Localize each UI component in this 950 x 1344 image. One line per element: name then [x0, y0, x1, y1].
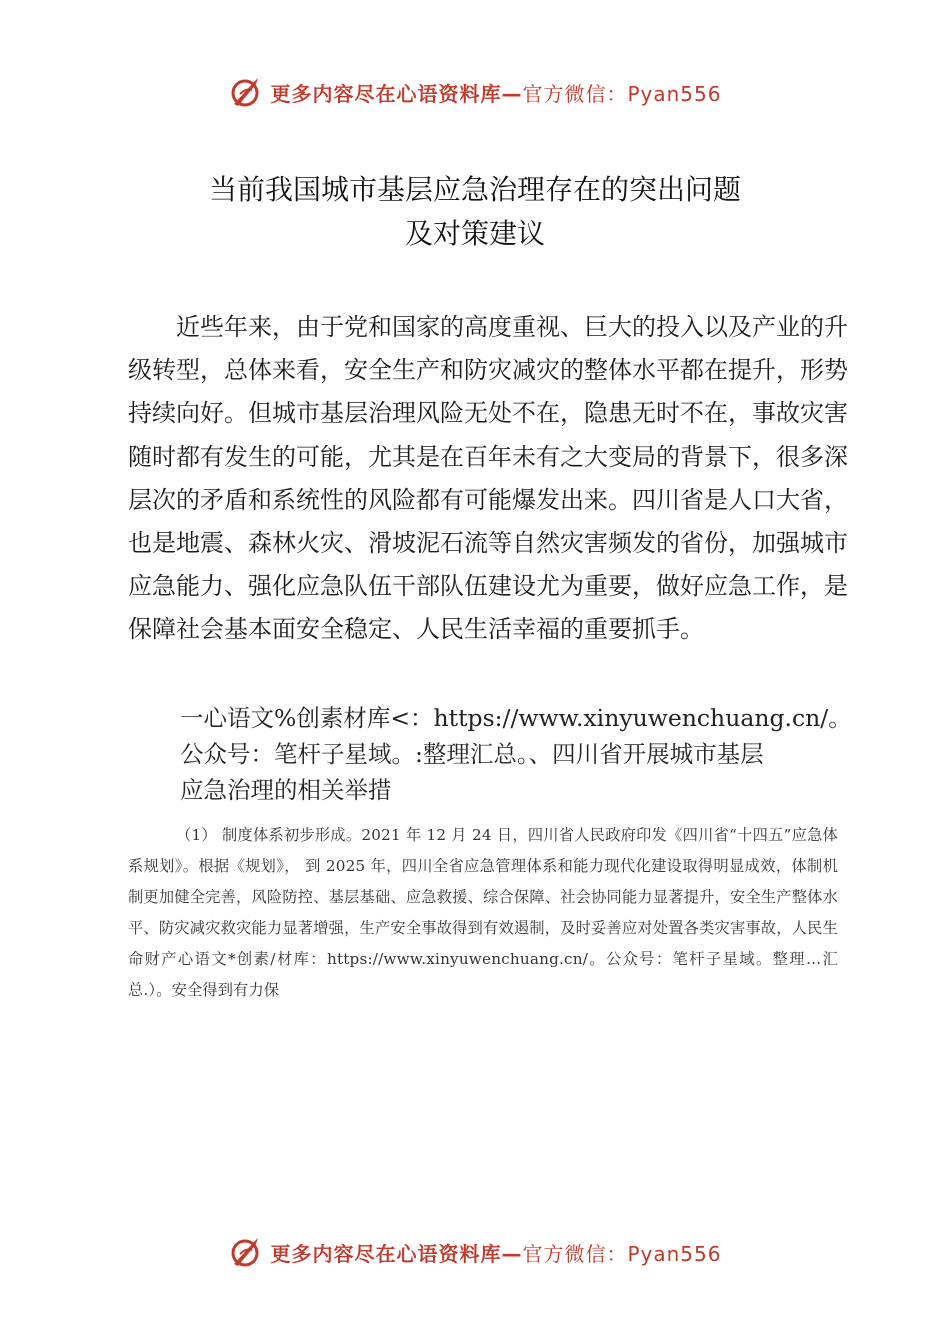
source-line-1: 一心语文%创素材库<：https://www.xinyuwenchuang.cn/。 — [180, 704, 852, 732]
page-title — [0, 168, 950, 256]
source-line-3: 应急治理的相关举措 — [180, 776, 392, 804]
header-banner — [0, 72, 950, 112]
source-line-2: 公众号：笔杆子星域。:整理汇总。、四川省开展城市基层 — [180, 740, 764, 768]
title-line-2: 及对策建议 — [404, 217, 545, 250]
footer-banner-text: 更多内容尽在心语资料库—官方微信：Pyan556 — [270, 1241, 722, 1266]
title-line-1: 当前我国城市基层应急治理存在的突出问题 — [208, 173, 741, 206]
header-banner-text: 更多内容尽在心语资料库—官方微信：Pyan556 — [270, 81, 722, 106]
footer-banner — [0, 1232, 950, 1272]
system-paragraph: （1） 制度体系初步形成。2021 年 12 月 24 日，四川省人民政府印发《四川省“十四五”应急体系规划》。根据《规划》， 到 2025 年，四川全省应急管理体系和能力现代化建设取得明显成效，体制机制更加健全完善，风险防控、基层基础、应急救援、综合保障、社会协同能力显著提升，安全生产整体水平、防灾减灾救灾能力显著增强，生产安全事故得到有效遏制，及时妥善应对处置各类灾害事故，人民生命财产心语文*创素/材库：https://www.xinyuwenchuang.cn/。公众号：笔杆子星域。整理…汇总.）。安全得到有力保 — [128, 826, 838, 999]
quill-seal-logo-icon — [228, 74, 264, 110]
source-watermark-block — [180, 700, 880, 808]
intro-paragraph: 近些年来，由于党和国家的高度重视、巨大的投入以及产业的升级转型，总体来看，安全生产和防灾减灾的整体水平都在提升，形势持续向好。但城市基层治理风险无处不在，隐患无时不在，事故灾害随时都有发生的可能，尤其是在百年未有之大变局的背景下，很多深层次的矛盾和系统性的风险都有可能爆发出来。四川省是人口大省，也是地震、森林火灾、滑坡泥石流等自然灾害频发的省份，加强城市应急能力、强化应急队伍干部队伍建设尤为重要，做好应急工作，是保障社会基本面安全稳定、人民生活幸福的重要抓手。 — [128, 313, 848, 644]
quill-seal-logo-icon — [228, 1234, 264, 1270]
